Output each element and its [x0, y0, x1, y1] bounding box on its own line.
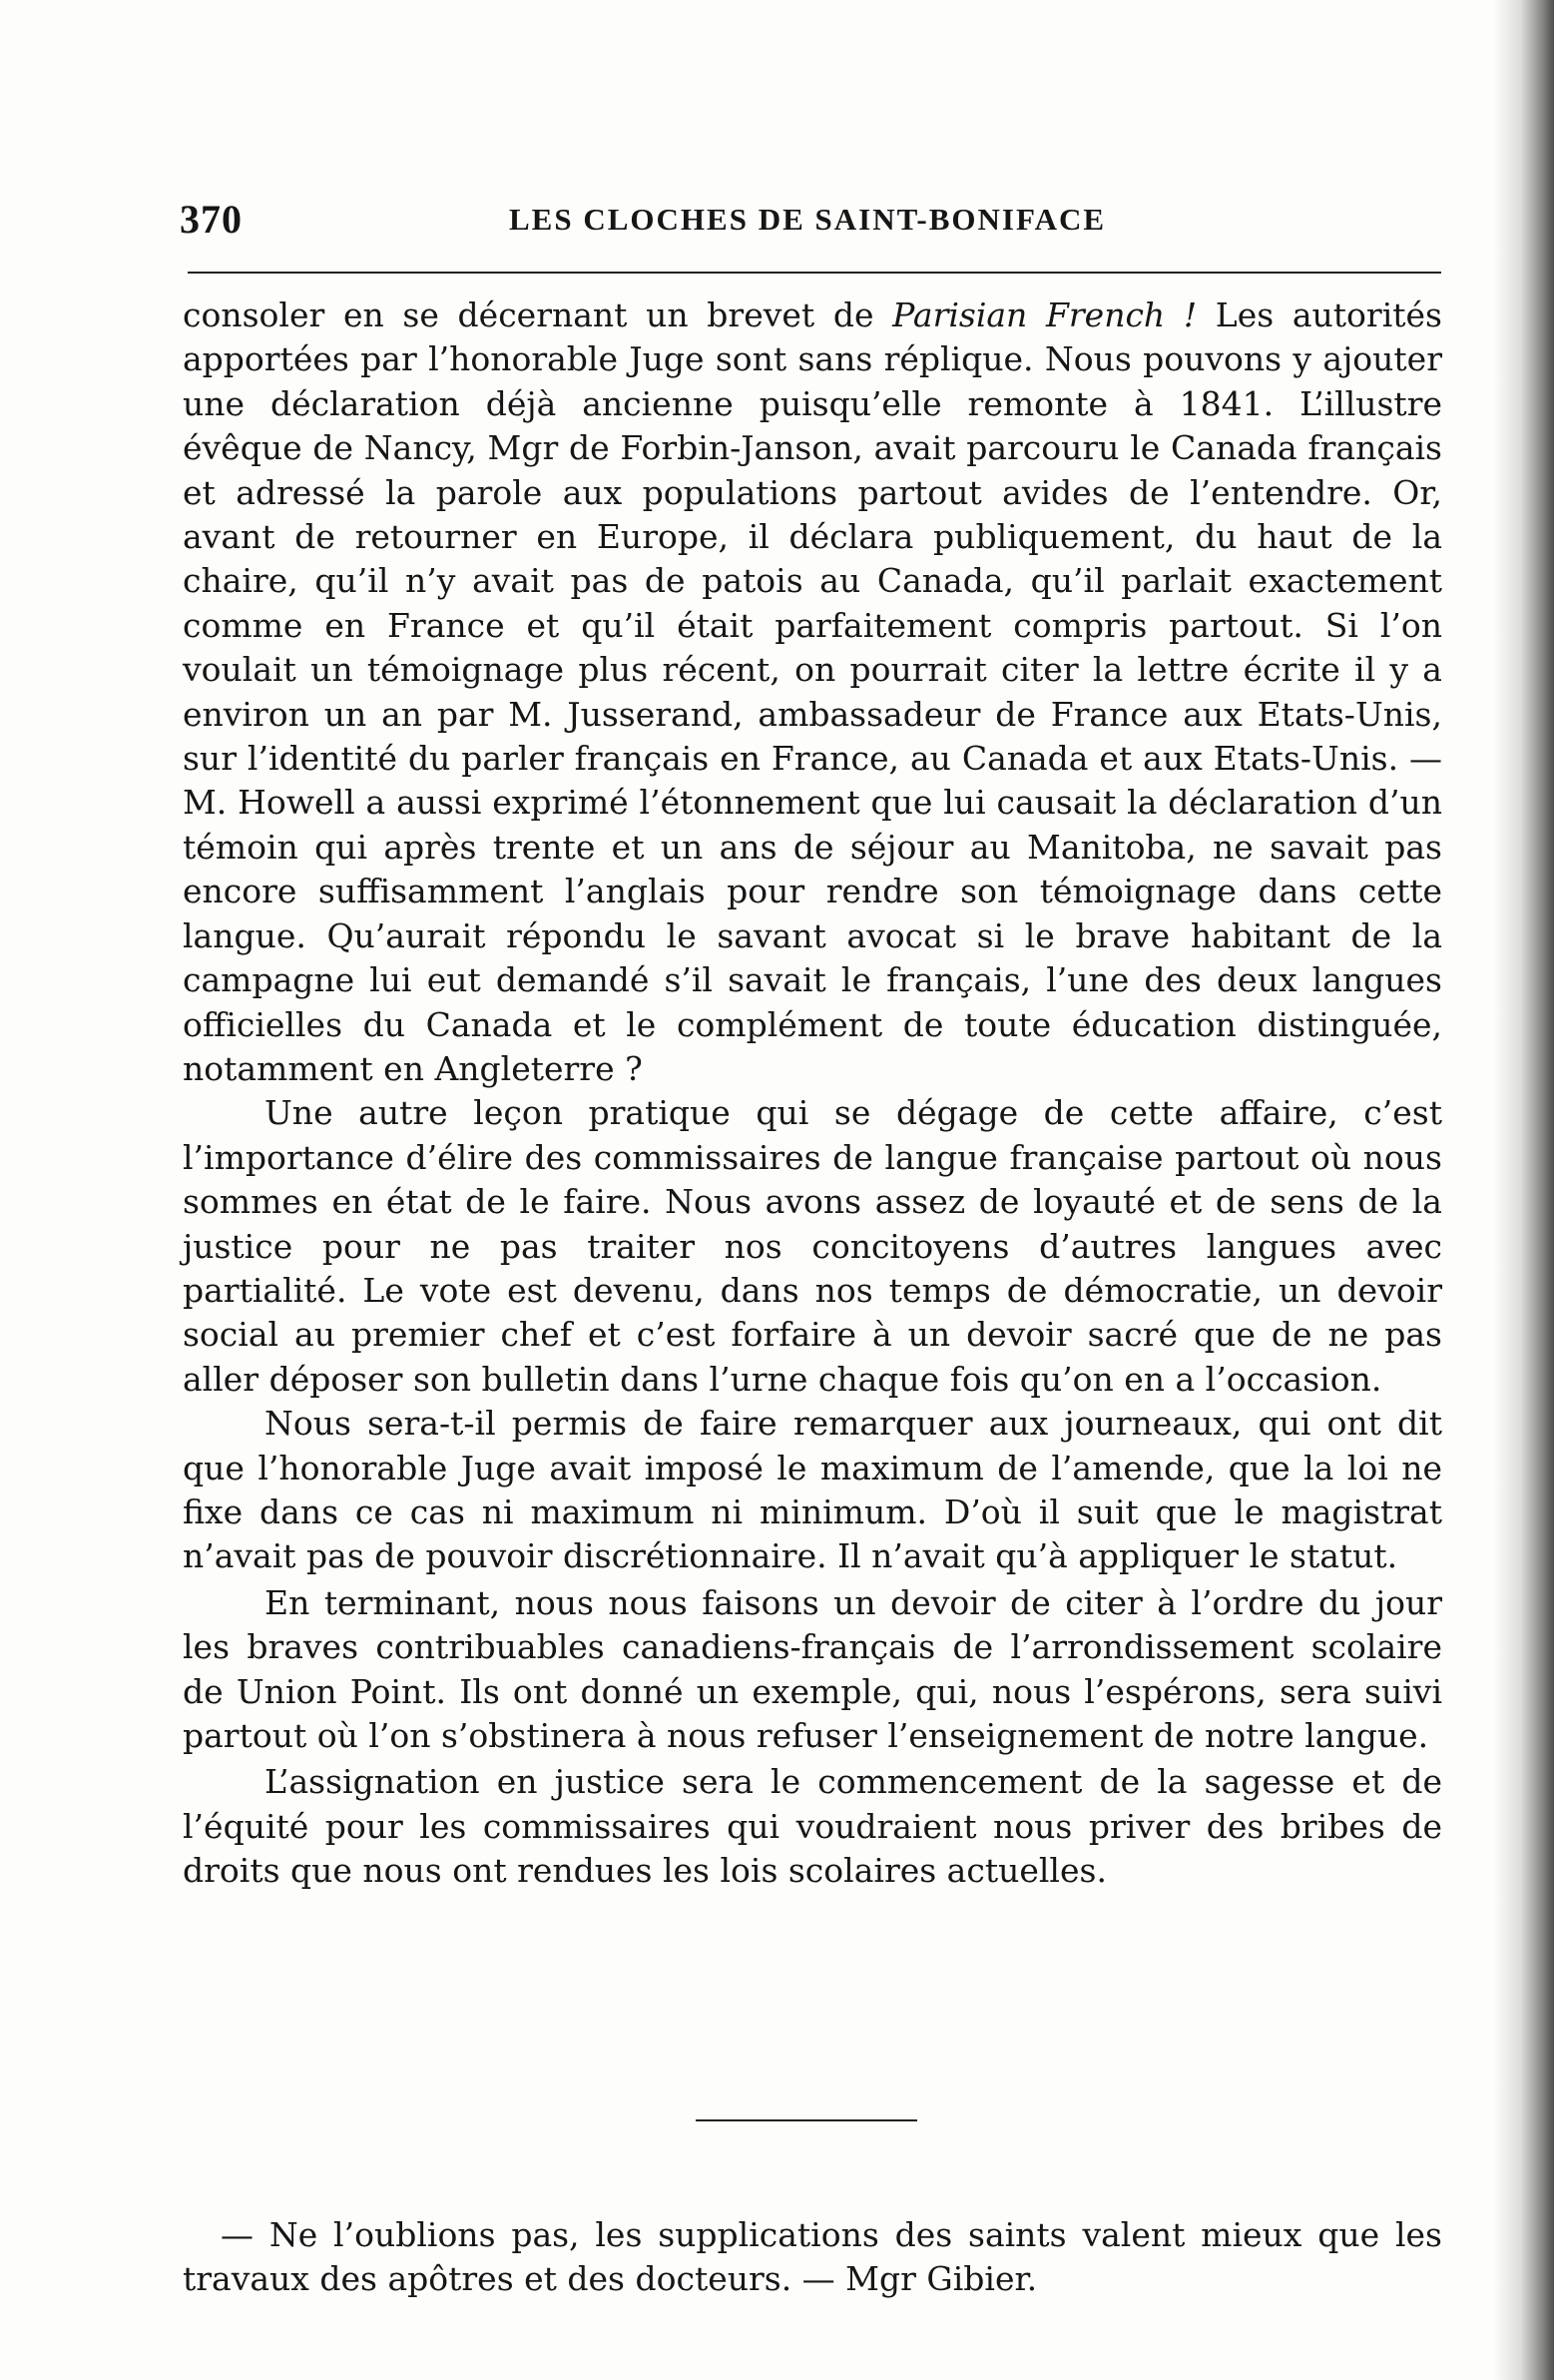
paragraph-2: Une autre leçon pratique qui se dégage de cette affaire, c’est l’importance d’élire des commissaires de langue française partout où nous sommes en état de le faire. Nous avons assez de loyauté et de sens de la justice pour ne pas traiter nos concitoyens d’autres langues avec partialité. Le vote est devenu, dans nos temps de démocratie, un devoir social au premier chef et c’est forfaire à un devoir sacré que de ne pas aller déposer son bulletin dans l’urne chaque fois qu’on en a l’occasion.	[183, 1093, 1442, 1399]
closing-quote: — Ne l’oublions pas, les supplications des saints valent mieux que les travaux des apôtres et des docteurs. — Mgr Gibier.	[183, 2215, 1442, 2299]
body-text	[183, 294, 1442, 1894]
paragraph-1	[183, 294, 1442, 1091]
parisian-french-phrase: Parisian French !	[892, 296, 1198, 334]
paragraph-3: Nous sera-t-il permis de faire remarquer aux journeaux, qui ont dit que l’honorable Juge avait imposé le maximum de l’amende, que la loi ne fixe dans ce cas ni maximum ni minimum. D’où il suit que le magistrat n’avait pas de pouvoir discrétionnaire. Il n’avait qu’à appliquer le statut.	[183, 1404, 1442, 1576]
header-rule	[188, 272, 1441, 274]
section-divider	[696, 2119, 917, 2121]
page-number: 370	[180, 197, 243, 242]
paragraph-5: L’assignation en justice sera le commencement de la sagesse et de l’équité pour les commissaires qui voudraient nous priver des bribes de droits que nous ont rendues les lois scolaires actuelles.	[183, 1762, 1442, 1891]
running-title: LES CLOCHES DE SAINT-BONIFACE	[509, 202, 1107, 237]
paragraph-1-start: consoler en se décernant un brevet de	[183, 296, 893, 334]
page-header	[180, 196, 1437, 246]
paragraph-1-rest: Les autorités apportées par l’honorable Juge sont sans réplique. Nous pouvons y ajouter une déclaration déjà ancienne puisqu’elle remonte à 1841. L’illustre évêque de Nancy, Mgr de Forbin-Janson, avait parcouru le Canada français et adressé la parole aux populations partout avides de l’entendre. Or, avant de retourner en Europe, il déclara publiquement, du haut de la chaire, qu’il n’y avait pas de patois au Canada, qu’il parlait exactement comme en France et qu’il était parfaitement compris partout. Si l’on voulait un témoignage plus récent, on pourrait citer la lettre écrite il y a environ un an par M. Jusserand, ambassadeur de France aux Etats-Unis, sur l’identité du parler français en France, au Canada et aux Etats-Unis. — M. Howell a aussi exprimé l’étonnement que lui causait la déclaration d’un témoin qui après trente et un ans de séjour au Manitoba, ne savait pas encore suffisamment l’anglais pour rendre son témoignage dans cette langue. Qu’aurait répondu le savant avocat si le brave habitant de la campagne lui eut demandé s’il savait le français, l’une des deux langues officielles du Canada et le complément de toute éducation distinguée, notamment en Angleterre ?	[183, 296, 1442, 1088]
scan-shadow-edge	[1494, 0, 1554, 2380]
paragraph-4: En terminant, nous nous faisons un devoir de citer à l’ordre du jour les braves contribuables canadiens-français de l’arrondissement scolaire de Union Point. Ils ont donné un exemple, qui, nous l’espérons, sera suivi partout où l’on s’obstinera à nous refuser l’enseignement de notre langue.	[183, 1582, 1442, 1755]
